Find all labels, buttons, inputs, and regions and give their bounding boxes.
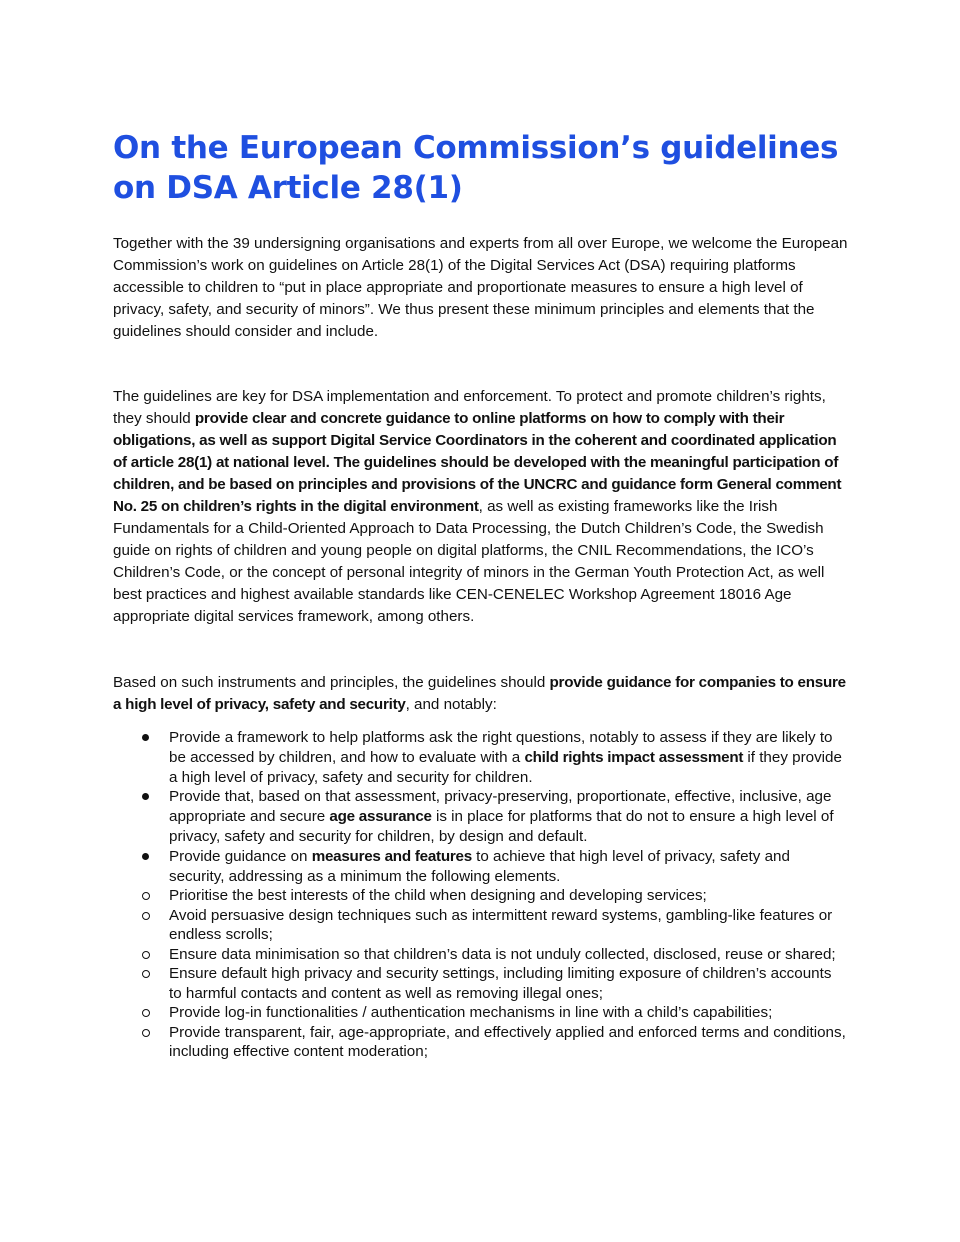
bullet-3-text-1: Provide guidance on bbox=[169, 847, 312, 865]
title-line-2: on DSA Article 28(1) bbox=[113, 170, 463, 206]
sublist-item bbox=[113, 1023, 848, 1062]
hollow-bullet-icon bbox=[142, 912, 150, 920]
intro-paragraph: Together with the 39 undersigning organisations and experts from all over Europe, we welcome the European Commission’s work on guidelines on Article 28(1) of the Digital Services Act (DSA) requiring platforms accessible to children to “put in place appropriate and proportionate measures to ensure a high level of privacy, safety, and security of minors”. We thus present these minimum principles and elements that the guidelines should consider and include. bbox=[113, 235, 848, 340]
bullet-1-bold: child rights impact assessment bbox=[524, 748, 744, 766]
sublist-item-text: Provide log-in functionalities / authentication mechanisms in line with a child’s capabilities; bbox=[169, 1004, 773, 1022]
bullet-3-text-2: to achieve that high level of privacy, safety and security, addressing as a minimum the following elements. bbox=[169, 847, 790, 885]
para3-bold: provide guidance for companies to ensure a high level of privacy, safety and security bbox=[113, 674, 846, 713]
bullet-icon bbox=[142, 853, 149, 860]
bullet-2-bold: age assurance bbox=[329, 808, 432, 826]
para3-text-1: Based on such instruments and principles, the guidelines should bbox=[113, 674, 550, 691]
bullet-icon bbox=[142, 793, 149, 800]
sublist-item bbox=[113, 964, 848, 1003]
list-item bbox=[113, 728, 848, 787]
hollow-bullet-icon bbox=[142, 1009, 150, 1017]
bullet-2-text-2: is in place for platforms that do not to ensure a high level of privacy, safety and security for children, by design and default. bbox=[169, 808, 834, 845]
sublist-item-text: Ensure data minimisation so that children’s data is not unduly collected, disclosed, reuse or shared; bbox=[169, 945, 836, 963]
hollow-bullet-icon bbox=[142, 892, 150, 900]
sublist-item bbox=[113, 945, 848, 965]
list-item bbox=[113, 787, 848, 846]
bullet-1-text-2: if they provide a high level of privacy, safety and security for children. bbox=[169, 748, 842, 786]
sublist-item-text: Prioritise the best interests of the child when designing and developing services; bbox=[169, 887, 707, 905]
bullet-3-bold: measures and features bbox=[311, 847, 472, 865]
sublist-item-text: Provide transparent, fair, age-appropriate, and effectively applied and enforced terms and conditions, including effective content moderation; bbox=[169, 1023, 846, 1061]
bullet-icon bbox=[142, 734, 149, 741]
para3-text-2: , and notably: bbox=[405, 696, 497, 713]
sublist-item bbox=[113, 886, 848, 906]
sublist-item-text: Avoid persuasive design techniques such as intermittent reward systems, gambling-like features or endless scrolls; bbox=[169, 906, 833, 944]
measures-sublist bbox=[113, 886, 848, 1062]
document-title bbox=[113, 128, 848, 208]
sublist-item bbox=[113, 906, 848, 945]
sublist-item bbox=[113, 1003, 848, 1023]
hollow-bullet-icon bbox=[142, 951, 150, 959]
para2-text-1: The guidelines are key for DSA implementation and enforcement. To protect and promote children’s rights, they should bbox=[113, 388, 826, 427]
recommendations-list bbox=[113, 728, 848, 886]
hollow-bullet-icon bbox=[142, 1029, 150, 1037]
sublist-item-text: Ensure default high privacy and security settings, including limiting exposure of children’s accounts to harmful contacts and content as well as removing illegal ones; bbox=[169, 965, 832, 1002]
para2-bold: provide clear and concrete guidance to online platforms on how to comply with their obligations, as well as support Digital Service Coordinators in the coherent and coordinated application of article 28(1) at national level. The guidelines should be developed with the meaningful participation of children, and be based on principles and provisions of the UNCRC and guidance form General comment No. 25 on children’s rights in the digital environment bbox=[113, 410, 842, 515]
hollow-bullet-icon bbox=[142, 970, 150, 978]
document-page bbox=[113, 128, 848, 1062]
instruments-paragraph bbox=[113, 672, 848, 716]
bullet-1-text-1: Provide a framework to help platforms ask the right questions, notably to assess if they are likely to be accessed by children, and how to evaluate with a bbox=[169, 729, 833, 766]
title-line-1: On the European Commission’s guidelines bbox=[113, 130, 839, 166]
para2-text-2: , as well as existing frameworks like the Irish Fundamentals for a Child-Oriented Approach to Data Processing, the Dutch Children’s Code, the Swedish guide on rights of children and young people on digital platforms, the CNIL Recommendations, the ICO’s Children’s Code, or the concept of personal integrity of minors in the German Youth Protection Act, as well best practices and highest available standards like CEN-CENELEC Workshop Agreement 18016 Age appropriate digital services framework, among others. bbox=[113, 498, 825, 625]
bullet-2-text-1: Provide that, based on that assessment, privacy-preserving, proportionate, effective, inclusive, age appropriate and secure bbox=[169, 788, 832, 826]
list-item bbox=[113, 847, 848, 887]
guidelines-key-paragraph bbox=[113, 386, 848, 628]
